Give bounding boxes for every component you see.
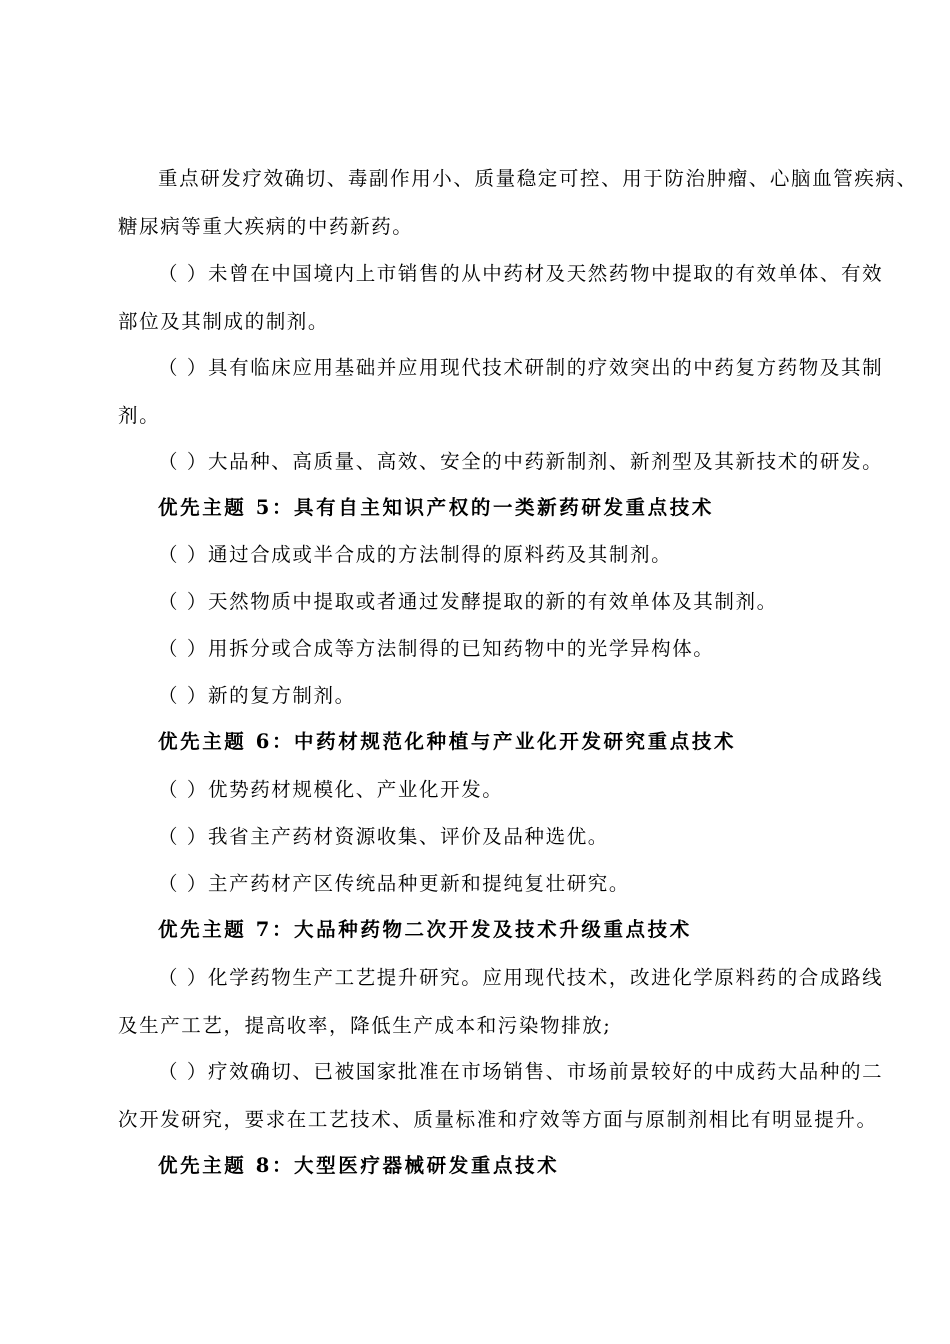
paragraph-line: （ ）大品种、高质量、高效、安全的中药新制剂、新剂型及其新技术的研发。 [158, 450, 884, 473]
paragraph-line: （ ）具有临床应用基础并应用现代技术研制的疗效突出的中药复方药物及其制 [158, 356, 884, 379]
paragraph-line: （ ）天然物质中提取或者通过发酵提取的新的有效单体及其制剂。 [158, 590, 778, 613]
section-heading: 优先主题 5：具有自主知识产权的一类新药研发重点技术 [158, 496, 714, 519]
section-heading: 优先主题 7：大品种药物二次开发及技术升级重点技术 [158, 918, 692, 941]
section-heading: 优先主题 6：中药材规范化种植与产业化开发研究重点技术 [158, 730, 737, 753]
paragraph-line: 重点研发疗效确切、毒副作用小、质量稳定可控、用于防治肿瘤、心脑血管疾病、 [158, 167, 918, 190]
paragraph-line: （ ）我省主产药材资源收集、评价及品种选优。 [158, 825, 609, 848]
paragraph-line: （ ）新的复方制剂。 [158, 684, 356, 707]
paragraph-line: （ ）疗效确切、已被国家批准在市场销售、市场前景较好的中成药大品种的二 [158, 1060, 884, 1083]
paragraph-line: （ ）主产药材产区传统品种更新和提纯复壮研究。 [158, 872, 630, 895]
paragraph-line: （ ）通过合成或半合成的方法制得的原料药及其制剂。 [158, 543, 673, 566]
paragraph-line: （ ）化学药物生产工艺提升研究。应用现代技术，改进化学原料药的合成路线 [158, 966, 884, 989]
paragraph-line: 剂。 [118, 404, 161, 427]
paragraph-line: （ ）用拆分或合成等方法制得的已知药物中的光学异构体。 [158, 637, 715, 660]
paragraph-line: （ ）优势药材规模化、产业化开发。 [158, 778, 504, 801]
paragraph-line: 部位及其制成的制剂。 [118, 310, 330, 333]
paragraph-line: 糖尿病等重大疾病的中药新药。 [118, 215, 414, 238]
paragraph-line: 及生产工艺，提高收率，降低生产成本和污染物排放; [118, 1014, 612, 1037]
paragraph-line: （ ）未曾在中国境内上市销售的从中药材及天然药物中提取的有效单体、有效 [158, 262, 884, 285]
paragraph-line: 次开发研究，要求在工艺技术、质量标准和疗效等方面与原制剂相比有明显提升。 [118, 1108, 878, 1131]
section-heading: 优先主题 8：大型医疗器械研发重点技术 [158, 1154, 560, 1177]
